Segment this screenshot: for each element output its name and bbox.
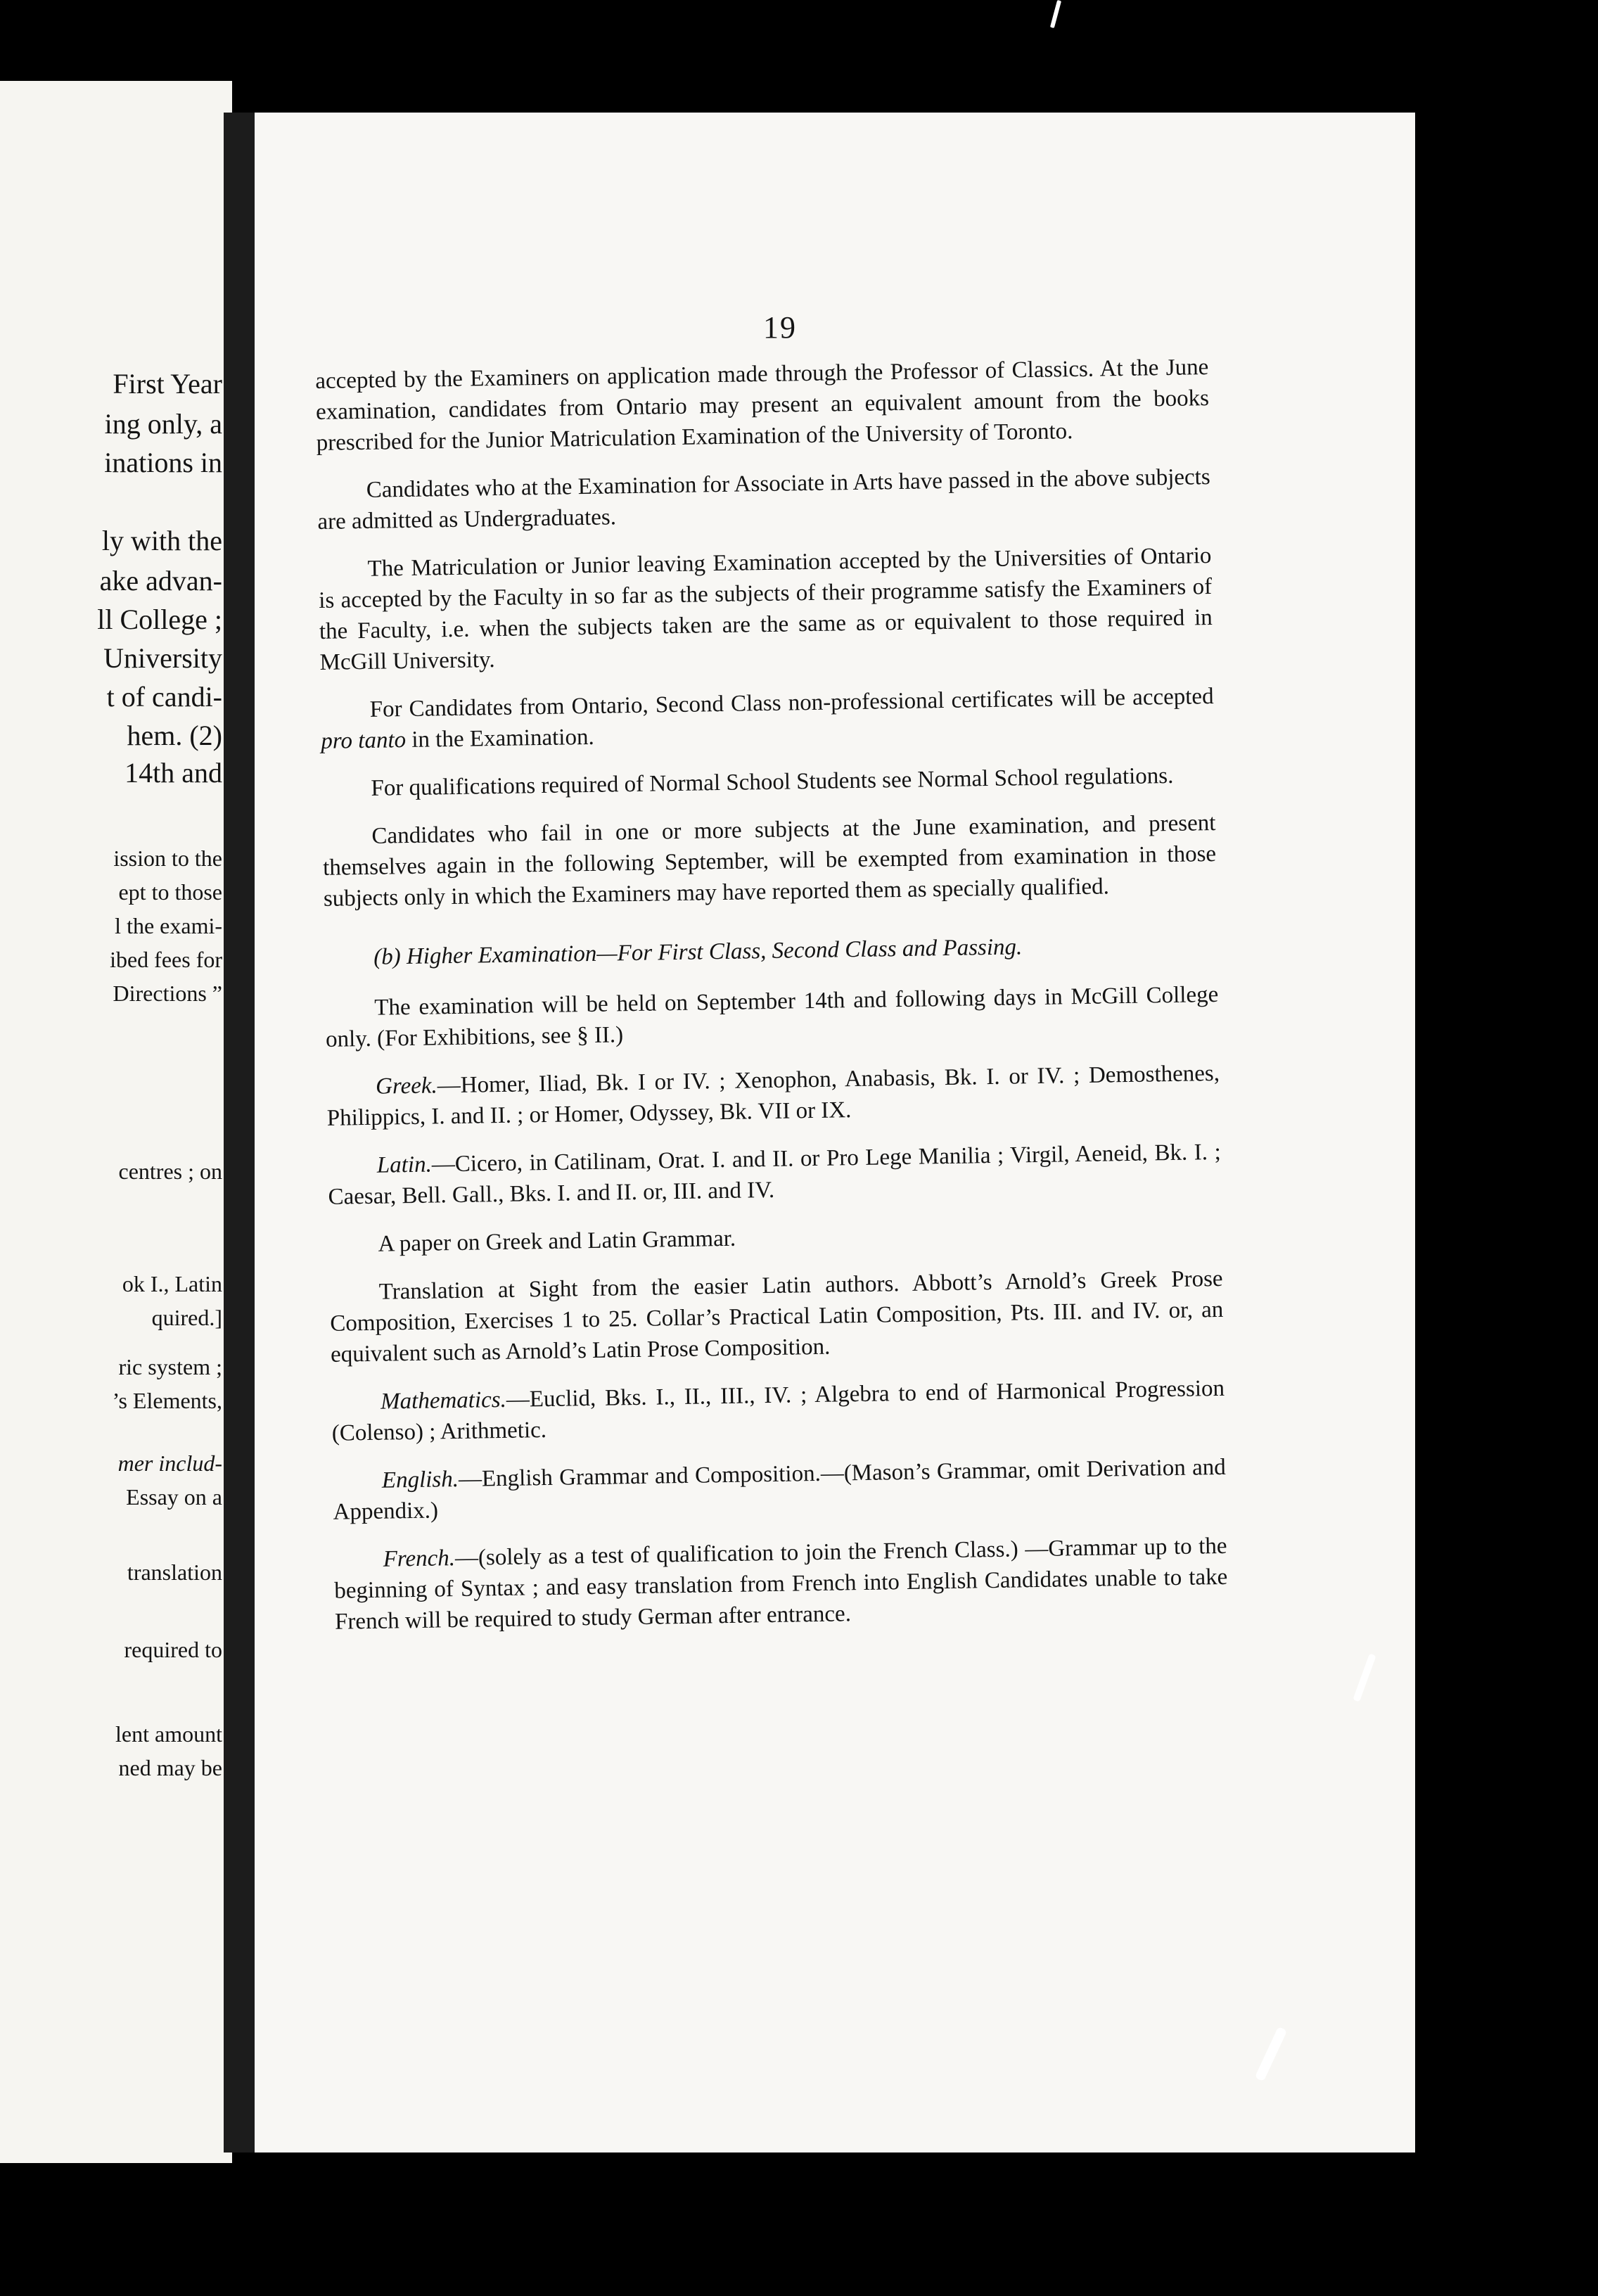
subject-text: —Euclid, Bks. I., II., III., IV. ; Algebra to end of Harmonical Progression (Colenso) ; Arithmetic.: [331, 1375, 1225, 1446]
subject-label: Latin.: [376, 1152, 433, 1178]
left-line: ibed fees for: [110, 947, 222, 972]
left-line: translation: [127, 1560, 222, 1585]
text-run: For Candidates from Ontario, Second Class non-professional certificates will be accepted: [369, 683, 1214, 722]
left-line: ric system ;: [118, 1354, 222, 1379]
subject-label: French.: [383, 1545, 456, 1572]
paragraph-english: [333, 1452, 1227, 1528]
left-line: University: [103, 642, 222, 674]
left-line: hem. (2): [127, 720, 222, 751]
section-title: Higher Examination—For First Class, Second Class and Passing.: [406, 934, 1023, 970]
left-line: ake advan-: [99, 565, 222, 597]
left-line: required to: [124, 1637, 222, 1662]
paragraph-greek: [326, 1058, 1220, 1134]
paragraph-french: [333, 1531, 1228, 1638]
section-letter: (b): [373, 944, 407, 970]
paragraph-mathematics: [331, 1373, 1225, 1449]
left-line: ll College ;: [97, 604, 222, 635]
left-line: mer includ-: [117, 1450, 222, 1476]
subject-label: Greek.: [375, 1073, 438, 1099]
book-gutter: [224, 113, 257, 2152]
subject-text: —Homer, Iliad, Bk. I or IV. ; Xenophon, Anabasis, Bk. I. or IV. ; Demosthenes, Philippics, I. and II. ; or Homer, Odyssey, Bk. VII or IX.: [326, 1060, 1220, 1131]
text-run: in the Examination.: [405, 724, 594, 753]
paragraph-normal-school: For qualifications required of Normal School Students see Normal School regulations.: [371, 763, 1174, 801]
left-line: First Year: [113, 368, 222, 400]
scan-speck: [1050, 0, 1061, 28]
left-line: ept to those: [118, 879, 222, 905]
left-line: ned may be: [118, 1755, 222, 1780]
subject-label: Mathematics.: [380, 1386, 507, 1415]
left-line: ly with the: [101, 525, 222, 556]
left-line: 14th and: [124, 757, 222, 789]
left-line: centres ; on: [118, 1159, 222, 1184]
left-line: l the exami-: [115, 913, 222, 938]
paragraph-grammar-paper: A paper on Greek and Latin Grammar.: [378, 1225, 736, 1257]
left-line: t of candi-: [106, 681, 222, 713]
left-line: quired.]: [151, 1305, 222, 1330]
subject-text: —Cicero, in Catilinam, Orat. I. and II. or Pro Lege Manilia ; Virgil, Aeneid, Bk. I. ; Caesar, Bell. Gall., Bks. I. and II. or, III. and IV.: [328, 1139, 1222, 1210]
paragraph-matriculation: The Matriculation or Junior leaving Examination accepted by the Universities of Ontario is accepted by the Faculty in so far as the subjects of their programme satisfy the Examiners of the Faculty, i.e. when the subjects taken are the same as or equivalent to those required in McGill University.: [318, 543, 1213, 675]
paragraph-latin: [328, 1137, 1222, 1213]
subject-text: —(solely as a test of qualification to join the French Class.) —Grammar up to the beginning of Syntax ; and easy translation from French into English Candidates unable to take French will be required to study German after entrance.: [334, 1533, 1228, 1635]
left-line: inations in: [104, 447, 222, 478]
subject-text: —English Grammar and Composition.—(Mason’s Grammar, omit Derivation and Appendix.): [333, 1454, 1227, 1525]
subject-label: English.: [381, 1466, 459, 1493]
left-line: Directions ”: [113, 981, 222, 1006]
page-body: [315, 352, 1229, 1654]
left-line: ing only, a: [104, 408, 222, 440]
paragraph-examination-dates: The examination will be held on September 14th and following days in McGill College only. (For Exhibitions, see § II.): [325, 981, 1219, 1052]
paragraph-translation: Translation at Sight from the easier Latin authors. Abbott’s Arnold’s Greek Prose Composition, Exercises 1 to 25. Collar’s Practical Latin Composition, Pts. III. and IV. or, an equivalent such as Arnold’s Latin Prose Composition.: [330, 1265, 1224, 1367]
left-line: ’s Elements,: [112, 1388, 222, 1413]
left-line: lent amount: [115, 1721, 222, 1747]
paragraph-ontario-certificates: [320, 681, 1214, 757]
left-facing-page: [0, 81, 232, 2163]
paragraph-continued: accepted by the Examiners on application made through the Professor of Classics. At the June examination, candidates from Ontario may present an equivalent amount from the books prescribed for the Junior Matriculation Examination of the University of Toronto.: [315, 355, 1210, 456]
page-number: 19: [763, 310, 797, 345]
left-line: ok I., Latin: [122, 1271, 222, 1296]
paragraph-associate-in-arts: Candidates who at the Examination for Associate in Arts have passed in the above subjects are admitted as Undergraduates.: [317, 464, 1210, 535]
section-heading: [324, 929, 1218, 974]
paragraph-failed-subjects: Candidates who fail in one or more subjects at the June examination, and present themselves again in the following September, will be exempted from examination in those subjects only in which the Examiners may have reported them as specially qualified.: [322, 810, 1217, 912]
left-line: ission to the: [113, 846, 222, 871]
italic-phrase: pro tanto: [321, 727, 407, 754]
left-line: Essay on a: [126, 1484, 222, 1510]
